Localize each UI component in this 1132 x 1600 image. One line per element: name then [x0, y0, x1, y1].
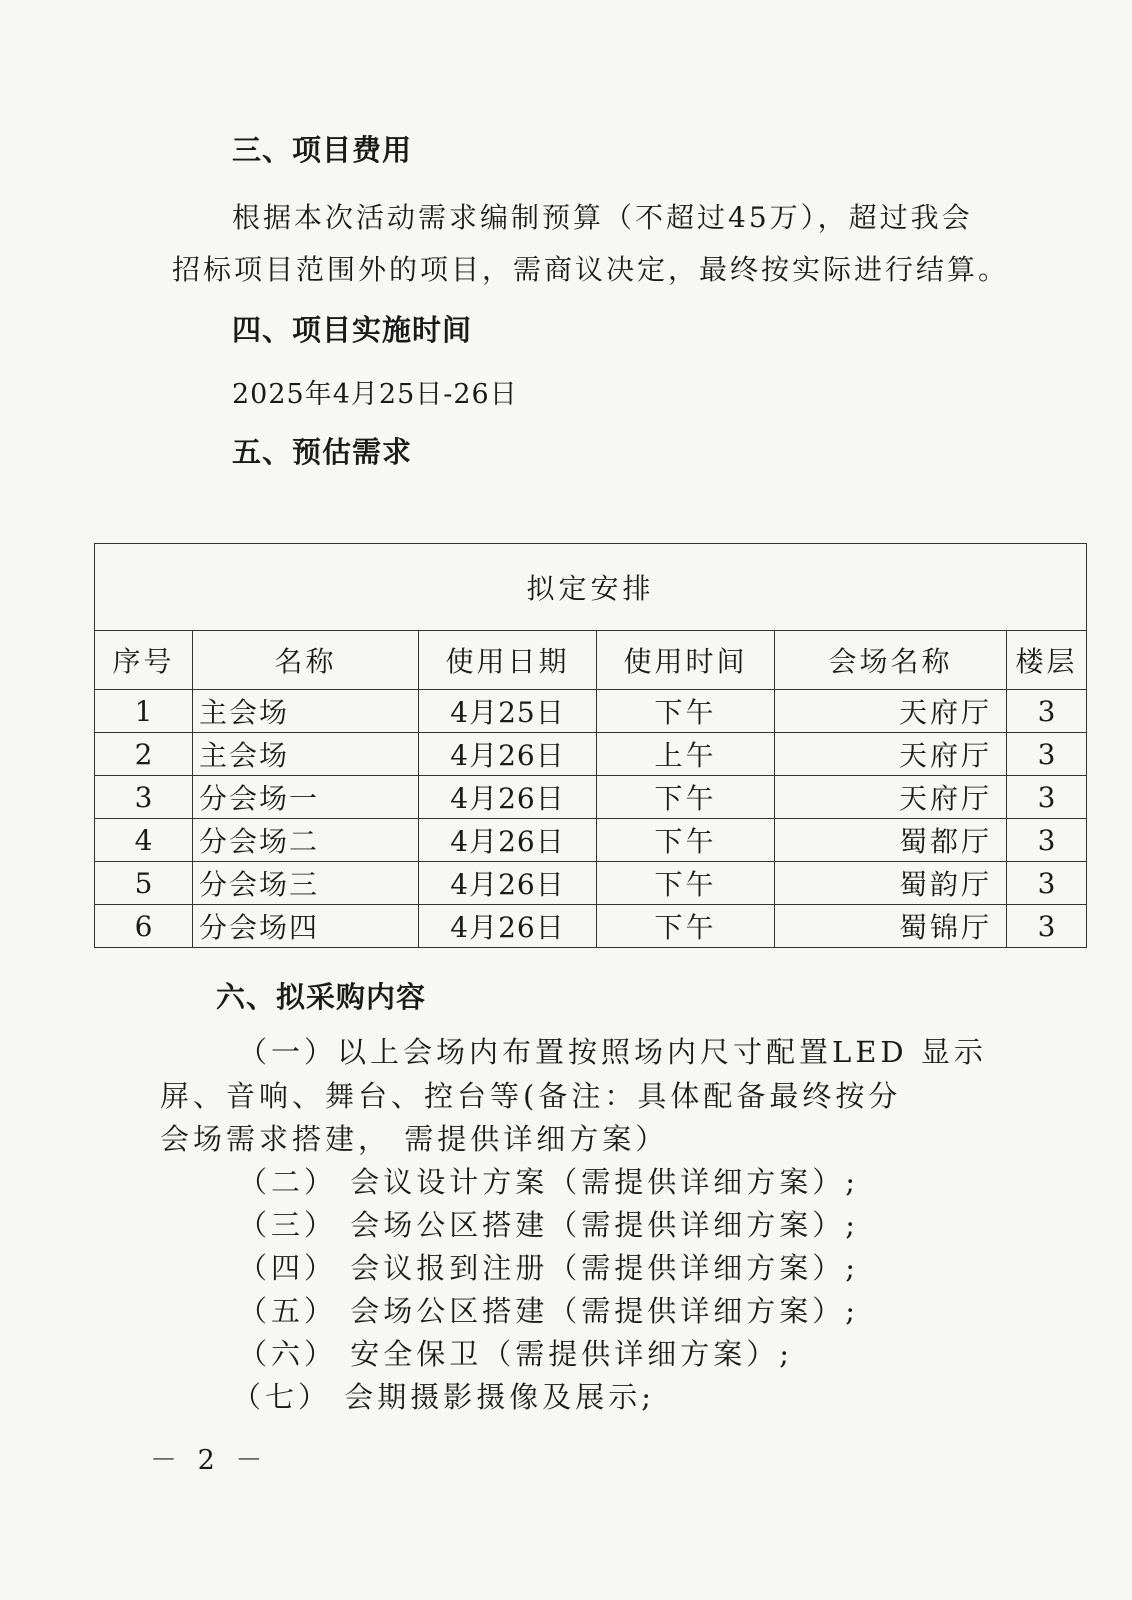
cell-date: 4月26日 [419, 905, 597, 948]
cell-date: 4月26日 [419, 733, 597, 776]
header-venue: 会场名称 [775, 631, 1007, 690]
cell-venue: 蜀都厅 [775, 819, 1007, 862]
cell-venue: 天府厅 [775, 776, 1007, 819]
header-time: 使用时间 [597, 631, 775, 690]
cell-time: 下午 [597, 905, 775, 948]
section3-heading: 三、项目费用 [232, 133, 413, 167]
section4-heading: 四、项目实施时间 [232, 313, 473, 347]
cell-date: 4月26日 [419, 862, 597, 905]
cell-time: 下午 [597, 862, 775, 905]
page-number: － 2 － [150, 1445, 269, 1476]
section5-heading: 五、预估需求 [232, 435, 413, 469]
cell-index: 6 [95, 905, 193, 948]
section6-item: （四） 会议报到注册（需提供详细方案）; [238, 1251, 859, 1285]
cell-name: 分会场四 [193, 905, 419, 948]
header-name: 名称 [193, 631, 419, 690]
table-row [95, 819, 1087, 862]
cell-date: 4月26日 [419, 819, 597, 862]
cell-index: 2 [95, 733, 193, 776]
cell-venue: 蜀锦厅 [775, 905, 1007, 948]
cell-floor: 3 [1007, 905, 1087, 948]
section6-item: （二） 会议设计方案（需提供详细方案）; [238, 1165, 859, 1199]
header-date: 使用日期 [419, 631, 597, 690]
cell-venue: 天府厅 [775, 690, 1007, 733]
cell-venue: 天府厅 [775, 733, 1007, 776]
section6-item1-line1: （一）以上会场内布置按照场内尺寸配置LED 显示 [238, 1035, 987, 1069]
section6-item: （六） 安全保卫（需提供详细方案）; [238, 1337, 793, 1371]
section3-line1: 根据本次活动需求编制预算（不超过45万），超过我会 [232, 201, 973, 234]
cell-index: 4 [95, 819, 193, 862]
cell-date: 4月26日 [419, 776, 597, 819]
table-row [95, 862, 1087, 905]
cell-venue: 蜀韵厅 [775, 862, 1007, 905]
section6-item1-line3: 会场需求搭建， 需提供详细方案） [160, 1122, 669, 1156]
cell-time: 下午 [597, 819, 775, 862]
cell-name: 分会场一 [193, 776, 419, 819]
header-index: 序号 [95, 631, 193, 690]
section3-line2: 招标项目范围外的项目，需商议决定，最终按实际进行结算。 [172, 253, 1010, 286]
cell-floor: 3 [1007, 776, 1087, 819]
section4-date: 2025年4月25日-26日 [232, 379, 518, 410]
cell-date: 4月25日 [419, 690, 597, 733]
table-row [95, 690, 1087, 733]
schedule-table [94, 543, 1087, 948]
cell-name: 主会场 [193, 733, 419, 776]
table-caption: 拟定安排 [95, 544, 1087, 631]
section6-item: （三） 会场公区搭建（需提供详细方案）; [238, 1208, 859, 1242]
cell-index: 3 [95, 776, 193, 819]
cell-floor: 3 [1007, 690, 1087, 733]
cell-floor: 3 [1007, 733, 1087, 776]
cell-time: 下午 [597, 776, 775, 819]
table-row [95, 905, 1087, 948]
table-caption-row [95, 544, 1087, 631]
cell-time: 上午 [597, 733, 775, 776]
cell-name: 分会场二 [193, 819, 419, 862]
cell-name: 主会场 [193, 690, 419, 733]
section6-item1-line2: 屏、音响、舞台、控台等(备注：具体配备最终按分 [160, 1079, 902, 1113]
header-floor: 楼层 [1007, 631, 1087, 690]
table-row [95, 776, 1087, 819]
section6-item: （七） 会期摄影摄像及展示; [232, 1380, 655, 1414]
cell-time: 下午 [597, 690, 775, 733]
section6-item: （五） 会场公区搭建（需提供详细方案）; [238, 1294, 859, 1328]
table-row [95, 733, 1087, 776]
cell-index: 5 [95, 862, 193, 905]
table-header-row [95, 631, 1087, 690]
cell-floor: 3 [1007, 862, 1087, 905]
cell-floor: 3 [1007, 819, 1087, 862]
section6-heading: 六、拟采购内容 [216, 980, 427, 1014]
cell-index: 1 [95, 690, 193, 733]
cell-name: 分会场三 [193, 862, 419, 905]
